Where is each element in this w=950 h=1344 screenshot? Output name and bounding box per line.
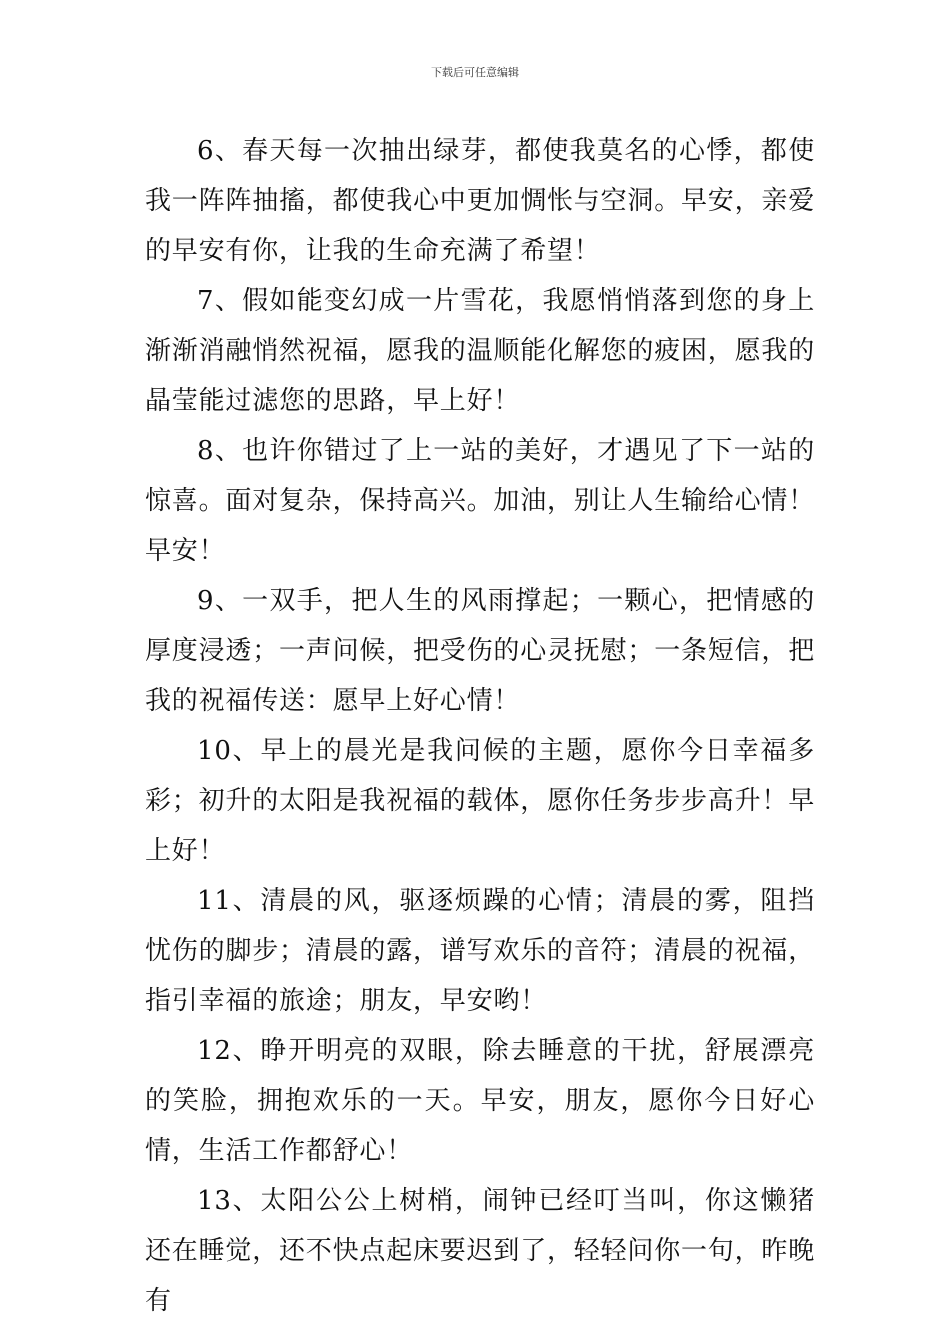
paragraph-8: 8、也许你错过了上一站的美好，才遇见了下一站的惊喜。面对复杂，保持高兴。加油，别让人生输给心情！早安！ xyxy=(145,436,816,566)
paragraph-10: 10、早上的晨光是我问候的主题，愿你今日幸福多彩；初升的太阳是我祝福的载体，愿你任务步步高升！早上好！ xyxy=(145,736,816,866)
paragraph-7: 7、假如能变幻成一片雪花，我愿悄悄落到您的身上渐渐消融悄然祝福，愿我的温顺能化解您的疲困，愿我的晶莹能过滤您的思路，早上好！ xyxy=(145,286,816,416)
paragraph-6: 6、春天每一次抽出绿芽，都使我莫名的心悸，都使我一阵阵抽搐，都使我心中更加惆怅与空洞。早安，亲爱的早安有你，让我的生命充满了希望！ xyxy=(145,136,816,266)
paragraph-11: 11、清晨的风，驱逐烦躁的心情；清晨的雾，阻挡忧伤的脚步；清晨的露，谱写欢乐的音符；清晨的祝福，指引幸福的旅途；朋友，早安哟！ xyxy=(145,886,816,1016)
document-body xyxy=(145,126,815,1326)
paragraph-13: 13、太阳公公上树梢，闹钟已经叮当叫，你这懒猪还在睡觉，还不快点起床要迟到了，轻轻问你一句，昨晚有 xyxy=(145,1186,816,1316)
paragraph-12: 12、睁开明亮的双眼，除去睡意的干扰，舒展漂亮的笑脸，拥抱欢乐的一天。早安，朋友，愿你今日好心情，生活工作都舒心！ xyxy=(145,1036,815,1166)
page-header: 下载后可任意编辑 xyxy=(431,66,519,79)
paragraph-9: 9、一双手，把人生的风雨撑起；一颗心，把情感的厚度浸透；一声问候，把受伤的心灵抚慰；一条短信，把我的祝福传送：愿早上好心情！ xyxy=(145,586,816,716)
